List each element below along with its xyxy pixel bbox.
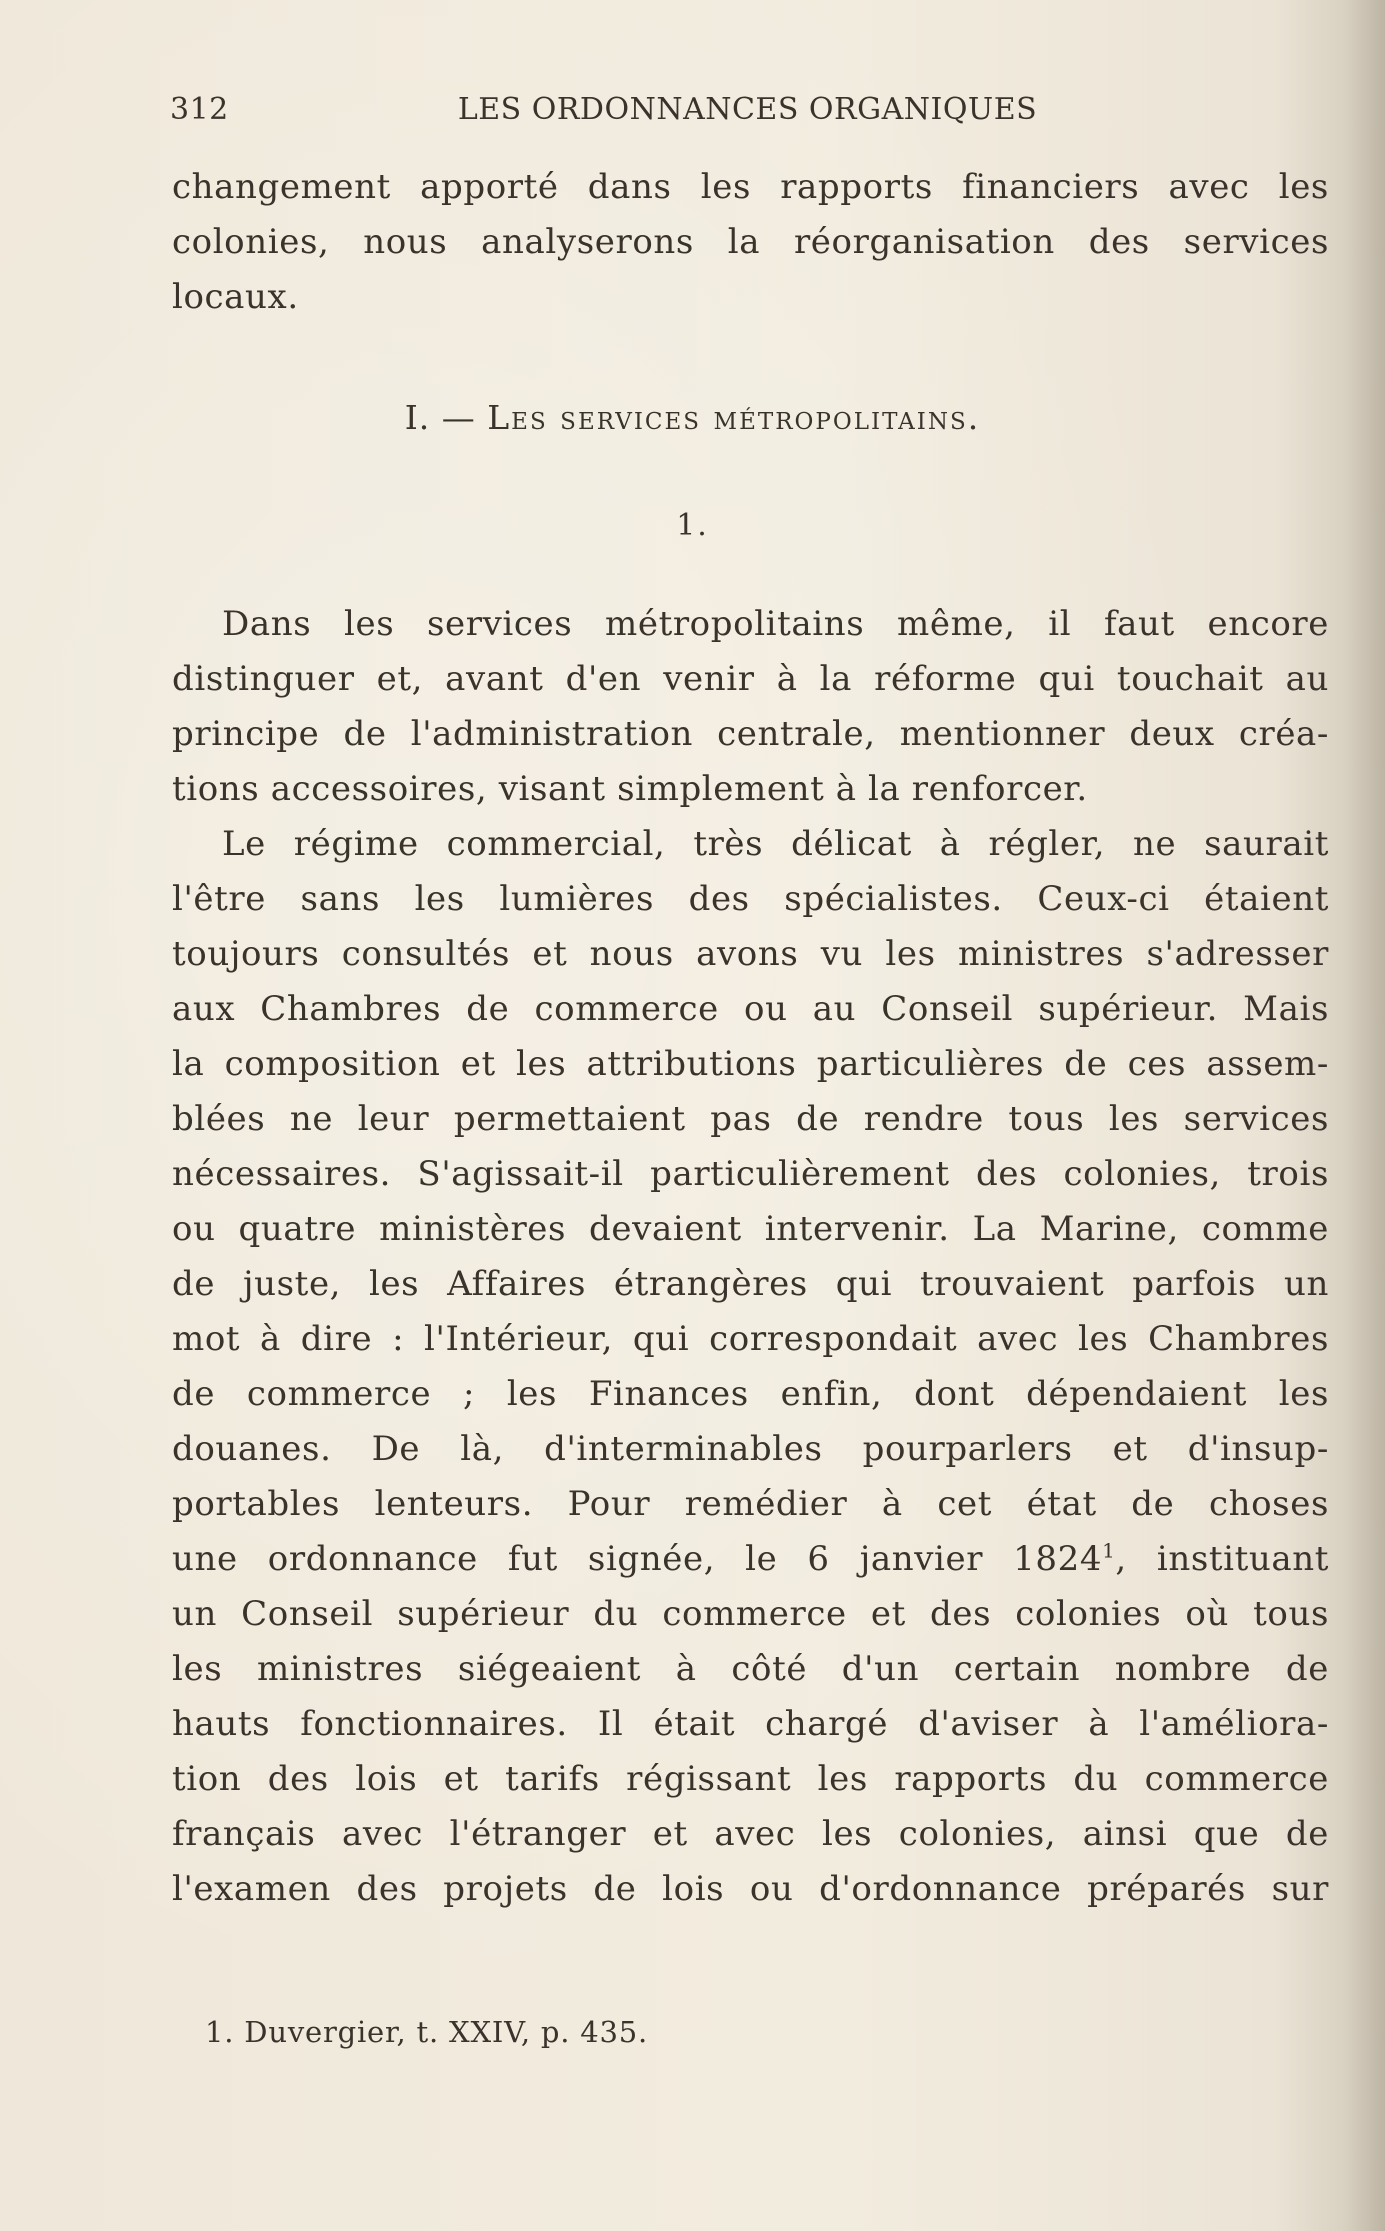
text-line: la composition et les attributions particulières de ces assem- [172,1044,1329,1084]
page-number: 312 [170,92,229,127]
footnote-marker: 1 [1102,1538,1116,1563]
text-line: changement apporté dans les rapports financiers avec les [172,167,1329,207]
text-line: Le régime commercial, très délicat à régler, ne saurait [222,824,1329,864]
page-header [170,92,1325,132]
text-line: portables lenteurs. Pour remédier à cet état de choses [172,1484,1329,1524]
text-line: tions accessoires, visant simplement à la renforcer. [172,769,1088,809]
text-line: français avec l'étranger et avec les colonies, ainsi que de [172,1814,1329,1854]
text-line: hauts fonctionnaires. Il était chargé d'aviser à l'améliora- [172,1704,1329,1744]
text-line: de commerce ; les Finances enfin, dont dépendaient les [172,1374,1329,1414]
text-fragment: , instituant [1115,1539,1329,1579]
text-fragment: une ordonnance fut signée, le 6 janvier 1824 [172,1539,1103,1579]
text-line: les ministres siégeaient à côté d'un certain nombre de [172,1649,1329,1689]
text-line: l'examen des projets de lois ou d'ordonnance préparés sur [172,1869,1329,1909]
footnote: 1. Duvergier, t. XXIV, p. 435. [205,2015,649,2049]
text-line: tion des lois et tarifs régissant les rapports du commerce [172,1759,1329,1799]
running-title: LES ORDONNANCES ORGANIQUES [457,92,1038,127]
text-line: de juste, les Affaires étrangères qui trouvaient parfois un [172,1264,1329,1304]
text-line: principe de l'administration centrale, mentionner deux créa- [172,714,1329,754]
text-line: aux Chambres de commerce ou au Conseil supérieur. Mais [172,989,1329,1029]
section-title: Les services métropolitains. [487,398,981,437]
text-line: Dans les services métropolitains même, il faut encore [222,604,1329,644]
text-line: blées ne leur permettaient pas de rendre tous les services [172,1099,1329,1139]
section-heading [0,398,1385,437]
text-line: un Conseil supérieur du commerce et des colonies où tous [172,1594,1329,1634]
text-line: distinguer et, avant d'en venir à la réforme qui touchait au [172,659,1329,699]
text-line: toujours consultés et nous avons vu les ministres s'adresser [172,934,1329,974]
section-numeral: I. — [404,398,476,437]
text-line: ou quatre ministères devaient intervenir. La Marine, comme [172,1209,1329,1249]
text-line: l'être sans les lumières des spécialistes. Ceux-ci étaient [172,879,1329,919]
subsection-number: 1. [676,508,709,543]
body-text [172,597,1329,1917]
text-line: colonies, nous analyserons la réorganisation des services [172,222,1329,262]
text-line: douanes. De là, d'interminables pourparlers et d'insup- [172,1429,1329,1469]
text-line: locaux. [172,277,299,317]
intro-paragraph [172,160,1329,325]
text-line-with-footnote [172,1532,1329,1587]
text-line: mot à dire : l'Intérieur, qui correspondait avec les Chambres [172,1319,1329,1359]
text-line: nécessaires. S'agissait-il particulièrement des colonies, trois [172,1154,1329,1194]
